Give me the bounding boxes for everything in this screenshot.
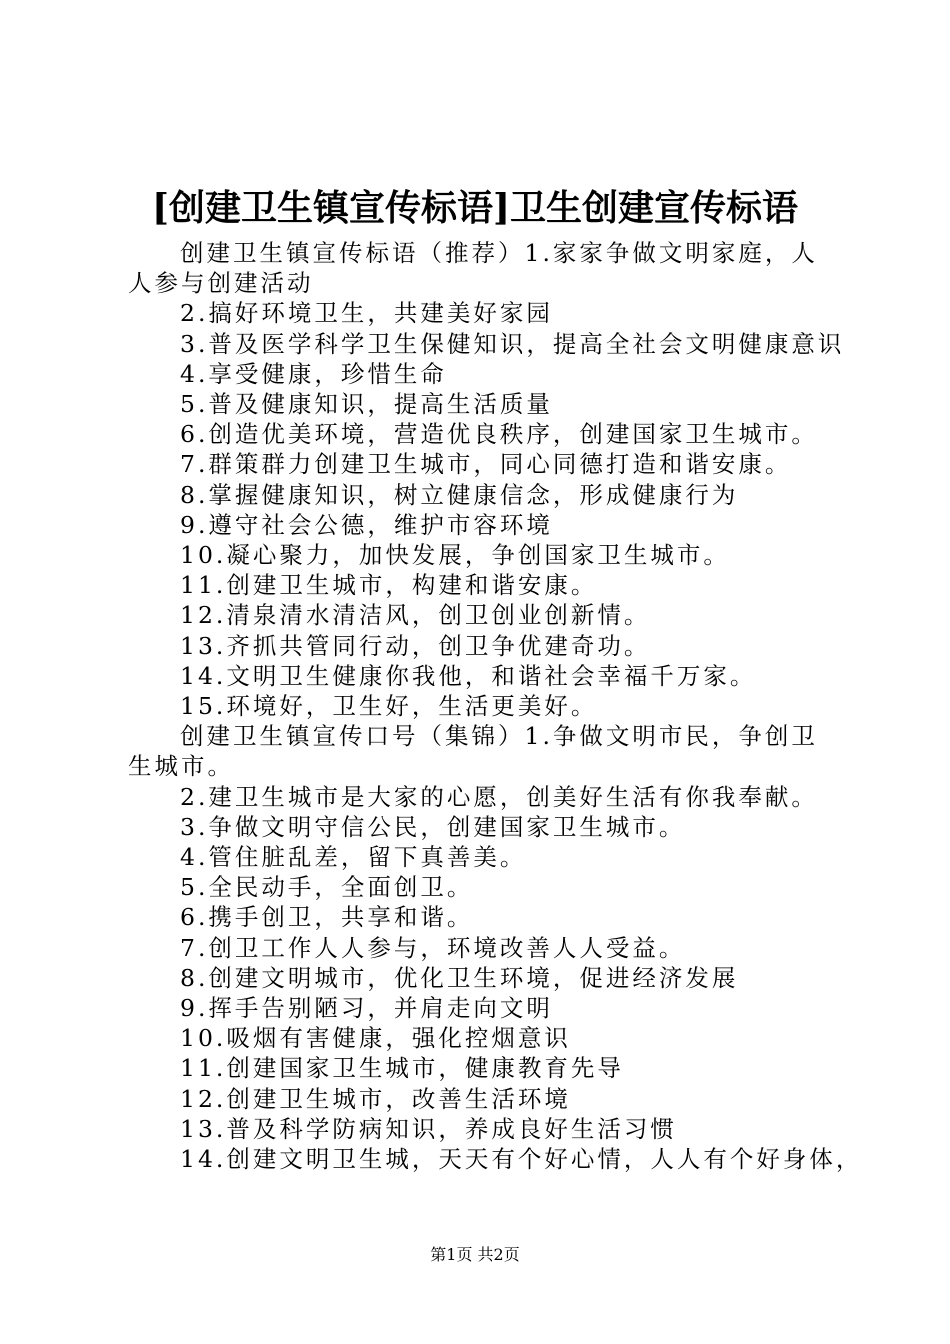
list-item: 8.创建文明城市，优化卫生环境，促进经济发展 bbox=[180, 963, 739, 992]
list-item: 11.创建国家卫生城市，健康教育先导 bbox=[180, 1054, 624, 1083]
list-item: 7.创卫工作人人参与，环境改善人人受益。 bbox=[180, 933, 686, 962]
section1-intro: 创建卫生镇宣传标语（推荐）1.家家争做文明家庭，人人参与创建活动 bbox=[128, 239, 818, 298]
list-item: 4.享受健康，珍惜生命 bbox=[180, 359, 447, 388]
list-item: 2.搞好环境卫生，共建美好家园 bbox=[180, 299, 553, 328]
document-body bbox=[128, 238, 863, 1174]
list-item: 7.群策群力创建卫生城市，同心同德打造和谐安康。 bbox=[180, 450, 792, 479]
list-item: 8.掌握健康知识，树立健康信念，形成健康行为 bbox=[180, 480, 739, 509]
list-item: 3.普及医学科学卫生保健知识，提高全社会文明健康意识 bbox=[180, 329, 845, 358]
list-item: 13.普及科学防病知识，养成良好生活习惯 bbox=[180, 1114, 677, 1143]
list-item: 14.文明卫生健康你我他，和谐社会幸福千万家。 bbox=[180, 661, 757, 690]
document-title: [创建卫生镇宣传标语]卫生创建宣传标语 bbox=[151, 187, 799, 229]
list-item: 4.管住脏乱差，留下真善美。 bbox=[180, 843, 527, 872]
list-item: 10.凝心聚力，加快发展，争创国家卫生城市。 bbox=[180, 541, 730, 570]
list-item: 5.普及健康知识，提高生活质量 bbox=[180, 390, 553, 419]
list-item: 6.携手创卫，共享和谐。 bbox=[180, 903, 474, 932]
section2-intro: 创建卫生镇宣传口号（集锦）1.争做文明市民，争创卫生城市。 bbox=[128, 722, 818, 781]
list-item: 2.建卫生城市是大家的心愿，创美好生活有你我奉献。 bbox=[180, 782, 818, 811]
list-item: 15.环境好，卫生好，生活更美好。 bbox=[180, 692, 598, 721]
page-number: 第1页 共2页 bbox=[430, 1245, 520, 1264]
list-item: 10.吸烟有害健康，强化控烟意识 bbox=[180, 1024, 571, 1053]
list-item: 5.全民动手，全面创卫。 bbox=[180, 873, 474, 902]
list-item: 9.挥手告别陋习，并肩走向文明 bbox=[180, 994, 553, 1023]
list-item: 14.创建文明卫生城，天天有个好心情，人人有个好身体， bbox=[180, 1145, 863, 1174]
list-item: 13.齐抓共管同行动，创卫争优建奇功。 bbox=[180, 631, 651, 660]
list-item: 12.创建卫生城市，改善生活环境 bbox=[180, 1084, 571, 1113]
list-item: 12.清泉清水清洁风，创卫创业创新情。 bbox=[180, 601, 651, 630]
list-item: 6.创造优美环境，营造优良秩序，创建国家卫生城市。 bbox=[180, 420, 818, 449]
list-item: 11.创建卫生城市，构建和谐安康。 bbox=[180, 571, 598, 600]
list-item: 9.遵守社会公德，维护市容环境 bbox=[180, 510, 553, 539]
list-item: 3.争做文明守信公民，创建国家卫生城市。 bbox=[180, 812, 686, 841]
